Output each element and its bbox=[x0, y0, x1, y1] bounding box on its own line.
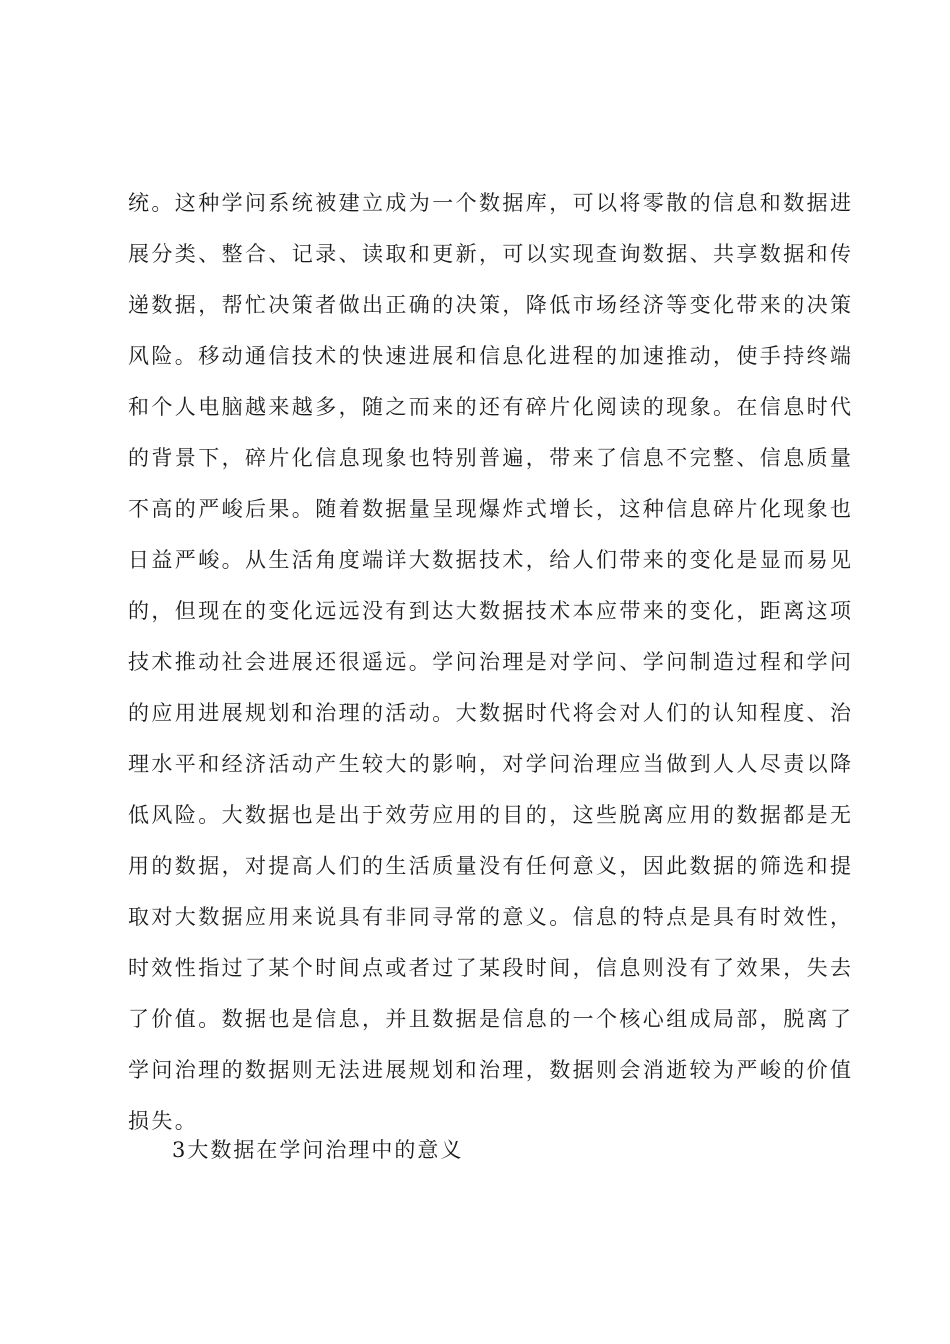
paragraph-line: 技术推动社会进展还很遥远。学问治理是对学问、学问制造过程和学问 bbox=[128, 650, 854, 674]
paragraph-line: 的应用进展规划和治理的活动。大数据时代将会对人们的认知程度、治 bbox=[128, 701, 854, 725]
paragraph-line: 的背景下，碎片化信息现象也特别普遍，带来了信息不完整、信息质量 bbox=[128, 446, 854, 470]
paragraph-line: 不高的严峻后果。随着数据量呈现爆炸式增长，这种信息碎片化现象也 bbox=[128, 497, 854, 521]
paragraph-line: 和个人电脑越来越多，随之而来的还有碎片化阅读的现象。在信息时代 bbox=[128, 395, 854, 419]
section-heading: 3大数据在学问治理中的意义 bbox=[172, 1138, 464, 1162]
paragraph-line: 递数据，帮忙决策者做出正确的决策，降低市场经济等变化带来的决策 bbox=[128, 293, 854, 317]
paragraph-line: 学问治理的数据则无法进展规划和治理，数据则会消逝较为严峻的价值 bbox=[128, 1058, 854, 1082]
paragraph-line: 低风险。大数据也是出于效劳应用的目的，这些脱离应用的数据都是无 bbox=[128, 803, 854, 827]
paragraph-line: 的，但现在的变化远远没有到达大数据技术本应带来的变化，距离这项 bbox=[128, 599, 854, 623]
paragraph-line: 取对大数据应用来说具有非同寻常的意义。信息的特点是具有时效性， bbox=[128, 905, 854, 929]
paragraph-line: 展分类、整合、记录、读取和更新，可以实现查询数据、共享数据和传 bbox=[128, 242, 854, 266]
body-paragraph bbox=[128, 178, 854, 1147]
paragraph-line: 了价值。数据也是信息，并且数据是信息的一个核心组成局部，脱离了 bbox=[128, 1007, 854, 1031]
paragraph-line: 风险。移动通信技术的快速进展和信息化进程的加速推动，使手持终端 bbox=[128, 344, 854, 368]
paragraph-line: 用的数据，对提高人们的生活质量没有任何意义，因此数据的筛选和提 bbox=[128, 854, 854, 878]
paragraph-line: 时效性指过了某个时间点或者过了某段时间，信息则没有了效果，失去 bbox=[128, 956, 854, 980]
paragraph-line: 日益严峻。从生活角度端详大数据技术，给人们带来的变化是显而易见 bbox=[128, 548, 854, 572]
paragraph-line: 损失。 bbox=[128, 1109, 199, 1133]
paragraph-line: 理水平和经济活动产生较大的影响，对学问治理应当做到人人尽责以降 bbox=[128, 752, 854, 776]
paragraph-line: 统。这种学问系统被建立成为一个数据库，可以将零散的信息和数据进 bbox=[128, 191, 854, 215]
